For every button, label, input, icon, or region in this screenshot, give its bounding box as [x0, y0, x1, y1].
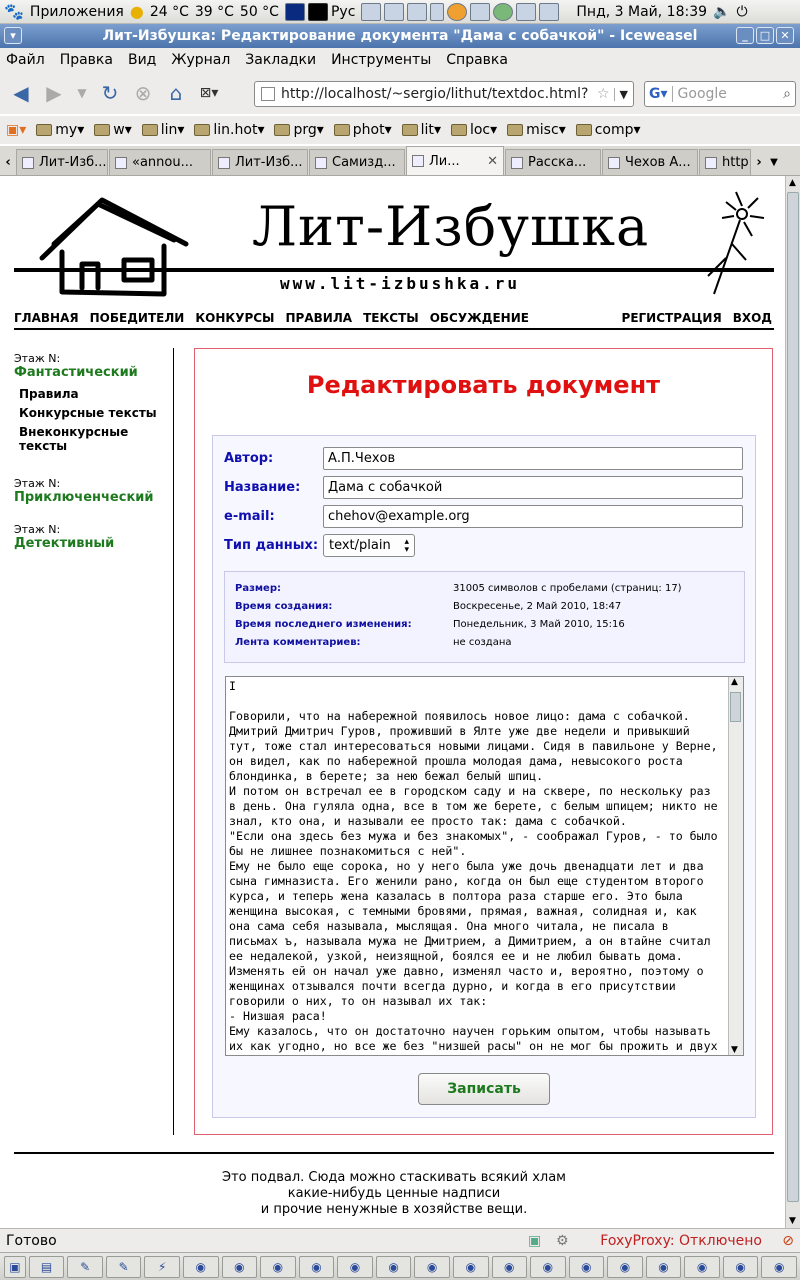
foxyproxy-icon[interactable]: ⊘ — [782, 1232, 794, 1249]
browser-task-icon[interactable]: ◉ — [684, 1256, 720, 1278]
tab[interactable] — [602, 149, 698, 175]
bookmark-label: prg — [293, 122, 317, 138]
sidebar-link-contest-texts[interactable]: Конкурсные тексты — [19, 406, 157, 420]
tab-favicon — [218, 157, 230, 169]
text-line: он видел, как по набережной прошла молодая дама, невысокого роста — [229, 754, 683, 768]
text-line: знал, кто она, и называли ее просто так: дама с собачкой. — [229, 814, 627, 828]
nav-rules[interactable]: ПРАВИЛА — [285, 311, 353, 325]
floor-label: Этаж N: — [14, 352, 61, 365]
nav-main[interactable]: ГЛАВНАЯ — [14, 311, 79, 325]
title-input[interactable]: Дама с собачкой — [323, 476, 743, 499]
folder-icon — [94, 124, 110, 136]
select-arrows-icon: ▴ ▾ — [404, 536, 409, 555]
browser-task-icon[interactable]: ◉ — [260, 1256, 296, 1278]
bookmark-folder[interactable]: w ▾ — [94, 122, 131, 138]
text-line — [229, 694, 729, 709]
type-select-value: text/plain — [329, 538, 391, 553]
edit-form — [212, 435, 756, 1118]
weather-sun-icon[interactable]: ● — [129, 2, 144, 21]
textarea-scroll-thumb[interactable] — [730, 692, 741, 722]
floor-adventure[interactable]: Приключенческий — [14, 490, 154, 505]
folder-icon — [36, 124, 52, 136]
bookmark-label: my — [55, 122, 78, 138]
text-line: - Низшая раса! — [229, 1009, 327, 1023]
scroll-up-icon[interactable]: ▲ — [731, 677, 738, 687]
bookmark-label: misc — [526, 122, 559, 138]
bookmark-folder[interactable]: lin.hot ▾ — [194, 122, 264, 138]
meta-key: Время последнего изменения: — [235, 619, 412, 630]
page-title: Редактировать документ — [306, 371, 661, 399]
meta-value: 31005 символов с пробелами (страниц: 17) — [453, 583, 682, 594]
tabs-list-icon[interactable]: ▼ — [770, 156, 778, 168]
mail-icon[interactable] — [384, 3, 404, 21]
gear-icon[interactable]: ⚙ — [556, 1232, 569, 1249]
gnome-panel — [0, 0, 800, 24]
tab-favicon — [705, 157, 717, 169]
tabs-scroll-left-icon[interactable]: ‹ — [5, 154, 11, 170]
menu-view[interactable]: Вид — [127, 52, 157, 68]
gnome-foot-icon[interactable]: 🐾 — [4, 2, 24, 21]
cpu-temp[interactable]: 39 °C — [194, 3, 234, 20]
type-row — [224, 534, 744, 557]
bookmark-folder[interactable]: prg ▾ — [274, 122, 323, 138]
page-scroll-down-icon[interactable]: ▼ — [789, 1216, 796, 1226]
page-icon — [261, 87, 275, 101]
tabs-scroll-right-icon[interactable]: › — [756, 154, 762, 170]
folder-icon — [274, 124, 290, 136]
tab[interactable] — [109, 149, 211, 175]
tab[interactable] — [16, 149, 108, 175]
nav-winners[interactable]: ПОБЕДИТЕЛИ — [89, 311, 185, 325]
type-label: Тип данных: — [224, 538, 319, 553]
tab-label: Расска... — [528, 155, 587, 170]
folder-icon — [451, 124, 467, 136]
show-desktop-icon[interactable]: ▣ — [4, 1256, 26, 1278]
site-logo[interactable] — [14, 184, 774, 304]
url-dropdown-icon[interactable]: ▼ — [614, 88, 633, 101]
sidebar-link-rules[interactable]: Правила — [19, 387, 79, 401]
email-label: e-mail: — [224, 509, 275, 524]
tab-label: Лит-Изб... — [39, 155, 107, 170]
history-dropdown-icon[interactable]: ▼ — [77, 86, 87, 100]
hdd-temp[interactable]: 50 °C — [239, 3, 279, 20]
tab-close-icon[interactable]: ✕ — [487, 153, 498, 169]
bookmark-label: lin — [160, 122, 178, 138]
window-menu-icon[interactable]: ▾ — [4, 27, 22, 44]
status-icon[interactable] — [493, 3, 513, 21]
settings-icon[interactable] — [407, 3, 427, 21]
author-label: Автор: — [224, 451, 274, 466]
folder-icon — [334, 124, 350, 136]
text-line: "Если она здесь без мужа и без знакомых", - соображал Гуров, - то было — [229, 829, 718, 843]
search-input[interactable]: Google — [677, 86, 727, 102]
menu-file[interactable]: Файл — [6, 52, 45, 68]
tab-favicon — [608, 157, 620, 169]
tab-label: Чехов А... — [625, 155, 691, 170]
floor-label: Этаж N: — [14, 523, 61, 536]
browser-task-icon[interactable]: ◉ — [183, 1256, 219, 1278]
browser-task-icon[interactable]: ◉ — [530, 1256, 566, 1278]
meta-value: Понедельник, 3 Май 2010, 15:16 — [453, 619, 625, 630]
document-info — [224, 571, 745, 663]
rss-icon[interactable]: ▣▾ — [6, 122, 27, 138]
text-line: тут, тоже стал интересоваться новыми лицами. Сидя в павильоне у Верне, — [229, 739, 718, 753]
bookmark-label: w — [113, 122, 125, 138]
browser-task-icon[interactable]: ◉ — [414, 1256, 450, 1278]
title-label: Название: — [224, 480, 301, 495]
text-line: в день. Она гуляла одна, все в том же берете, с белым шпицем; никто не — [229, 799, 718, 813]
meta-key: Лента комментариев: — [235, 637, 361, 648]
browser-task-icon[interactable]: ◉ — [723, 1256, 759, 1278]
search-icon[interactable]: ⌕ — [783, 86, 791, 102]
page-scroll-thumb[interactable] — [787, 192, 799, 1202]
app-task-icon[interactable]: ⚡ — [144, 1256, 180, 1278]
bookmarks-toolbar — [0, 116, 800, 144]
sidebar-link-noncontest-texts[interactable]: Внеконкурсные тексты — [19, 425, 129, 453]
keyboard-layout[interactable]: Рус — [330, 3, 356, 20]
tab-favicon — [115, 157, 127, 169]
reload-icon[interactable]: ↻ — [101, 81, 119, 105]
browser-task-icon[interactable]: ◉ — [646, 1256, 682, 1278]
text-line: бы не лишнее познакомиться с ней". — [229, 844, 467, 858]
tab-label: Лит-Изб... — [235, 155, 303, 170]
bookmark-star-icon[interactable]: ☆ — [596, 86, 610, 102]
home-icon[interactable]: ⌂ — [169, 81, 183, 105]
footer-line: и прочие ненужные в хозяйстве вещи. — [260, 1202, 528, 1217]
bookmark-folder[interactable]: phot ▾ — [334, 122, 392, 138]
tab-bar — [0, 146, 800, 176]
save-button[interactable]: Записать — [418, 1073, 550, 1105]
page-scrollbar[interactable] — [785, 176, 800, 1228]
window-titlebar[interactable] — [0, 24, 800, 48]
sidebar — [14, 348, 174, 1135]
meta-key: Размер: — [235, 583, 282, 594]
logo-url: www.lit-izbushka.ru — [280, 274, 521, 293]
title-row — [224, 476, 744, 499]
tab[interactable] — [212, 149, 308, 175]
addon-icon[interactable]: ⊠▾ — [199, 85, 219, 101]
meta-value: не создана — [453, 637, 512, 648]
folder-icon — [194, 124, 210, 136]
weather-temp[interactable]: 24 °C — [149, 3, 189, 20]
edit-document-panel — [194, 348, 773, 1135]
author-row — [224, 447, 744, 470]
tab-label: http — [722, 155, 749, 170]
bookmark-folder[interactable]: lin ▾ — [142, 122, 185, 138]
bookmark-folder[interactable]: misc ▾ — [507, 122, 566, 138]
menu-help[interactable]: Справка — [446, 52, 508, 68]
bookmark-label: lit — [420, 122, 434, 138]
meta-row — [235, 619, 625, 630]
nav-contests[interactable]: КОНКУРСЫ — [195, 311, 275, 325]
page-scroll-up-icon[interactable]: ▲ — [789, 178, 796, 188]
text-line: женщина высокая, с темными бровями, прямая, важная, солидная и, как — [229, 904, 697, 918]
text-line: И потом он встречал ее в городском саду и на сквере, по нескольку раз — [229, 784, 711, 798]
forward-icon[interactable]: ▶ — [46, 81, 62, 105]
text-line: курса, и теперь жена казалась в полтора раза старше его. Это была — [229, 889, 683, 903]
folder-icon — [402, 124, 418, 136]
type-select[interactable] — [323, 534, 415, 557]
text-line: Изменять ей он начал уже давно, изменял часто и, вероятно, поэтому о — [229, 964, 704, 978]
bookmark-folder[interactable]: loc ▾ — [451, 122, 497, 138]
text-line: Говорили, что на набережной появилось новое лицо: дама с собачкой. — [229, 709, 690, 723]
text-line: письмах ъ, называла мужа не Дмитрием, а Димитрием, а он втайне считал — [229, 934, 711, 948]
clock[interactable]: Пнд, 3 Май, 18:39 — [576, 3, 708, 20]
close-icon[interactable]: ✕ — [776, 27, 794, 44]
browser-task-icon[interactable]: ◉ — [222, 1256, 258, 1278]
browser-task-icon[interactable]: ◉ — [299, 1256, 335, 1278]
text-line: блондинка, в берете; за нею бежал белый шпиц. — [229, 769, 544, 783]
nav-texts[interactable]: ТЕКСТЫ — [363, 311, 419, 325]
text-line: говорили о них, то он называл их так: — [229, 994, 488, 1008]
bookmark-folder[interactable]: lit ▾ — [402, 122, 441, 138]
floor-label: Этаж N: — [14, 477, 61, 490]
meta-key: Время создания: — [235, 601, 333, 612]
menu-bookmarks[interactable]: Закладки — [245, 52, 317, 68]
document-text-area[interactable] — [225, 676, 744, 1056]
meta-row — [235, 583, 682, 594]
text-line: сына гимназиста. Его женили рано, когда он был еще студентом второго — [229, 874, 704, 888]
site-footer — [14, 1152, 774, 1218]
textarea-scrollbar[interactable] — [728, 677, 743, 1055]
maximize-icon[interactable]: □ — [756, 27, 774, 44]
document-text — [229, 679, 729, 1054]
back-icon[interactable]: ◀ — [13, 81, 29, 105]
meta-value: Воскресенье, 2 Май 2010, 18:47 — [453, 601, 622, 612]
tab-favicon — [511, 157, 523, 169]
addon-status-icon[interactable]: ▣ — [528, 1232, 542, 1249]
browser-task-icon[interactable]: ◉ — [376, 1256, 412, 1278]
browser-task-icon[interactable]: ◉ — [607, 1256, 643, 1278]
footer-line: какие-нибудь ценные надписи — [287, 1186, 501, 1201]
footer-line: Это подвал. Сюда можно стаскивать всякий хлам — [222, 1170, 566, 1185]
meta-row — [235, 637, 512, 648]
nav-discussion[interactable]: ОБСУЖДЕНИЕ — [429, 311, 529, 325]
browser-task-icon[interactable]: ◉ — [492, 1256, 528, 1278]
bookmark-label: lin.hot — [213, 122, 258, 138]
tab-label: Ли... — [429, 153, 460, 169]
tab[interactable] — [699, 149, 751, 175]
tab[interactable] — [309, 149, 405, 175]
tab-active[interactable] — [406, 146, 504, 175]
tab-label: «annou... — [132, 155, 193, 170]
battery-icon[interactable] — [516, 3, 536, 21]
site-nav — [14, 308, 774, 330]
tab-favicon — [22, 157, 34, 169]
search-box[interactable] — [644, 81, 796, 107]
floor-detective[interactable]: Детективный — [14, 536, 115, 551]
browser-task-icon[interactable]: ◉ — [337, 1256, 373, 1278]
terminal-task-icon[interactable]: ▤ — [29, 1256, 65, 1278]
text-line: женщинах отзывался почти всегда дурно, и когда в его присутствии — [229, 979, 676, 993]
url-text: http://localhost/~sergio/lithut/textdoc.html? — [281, 86, 589, 102]
browser-task-icon[interactable]: ◉ — [761, 1256, 797, 1278]
nav-register[interactable]: РЕГИСТРАЦИЯ — [621, 311, 722, 325]
url-bar[interactable] — [254, 81, 634, 107]
folder-icon — [576, 124, 592, 136]
network-monitor-icon[interactable] — [308, 3, 328, 21]
editor-task-icon[interactable]: ✎ — [106, 1256, 142, 1278]
bookmark-label: phot — [352, 122, 385, 138]
bookmark-folder[interactable]: comp ▾ — [576, 122, 641, 138]
power-icon[interactable]: ⏻ — [736, 3, 748, 20]
menu-bar — [0, 48, 800, 72]
text-line: I — [229, 679, 236, 693]
editor-task-icon[interactable]: ✎ — [67, 1256, 103, 1278]
status-text: Готово — [6, 1232, 57, 1249]
update-icon[interactable] — [447, 3, 467, 21]
menu-history[interactable]: Журнал — [171, 52, 231, 68]
scroll-down-icon[interactable]: ▼ — [731, 1045, 738, 1055]
network-icon[interactable] — [361, 3, 381, 21]
folder-icon — [507, 124, 523, 136]
browser-task-icon[interactable]: ◉ — [453, 1256, 489, 1278]
tab-favicon — [412, 155, 424, 167]
folder-icon — [142, 124, 158, 136]
bookmark-label: comp — [594, 122, 634, 138]
tab-favicon — [315, 157, 327, 169]
menu-edit[interactable]: Правка — [59, 52, 113, 68]
display-icon[interactable] — [539, 3, 559, 21]
applications-menu[interactable]: Приложения — [29, 3, 124, 20]
text-line: Дмитрий Дмитрич Гуров, проживший в Ялте уже две недели и привыкший — [229, 724, 690, 738]
text-line: она сама себя называла, мыслящая. Она много читала, не писала в — [229, 919, 669, 933]
nav-login[interactable]: ВХОД — [732, 311, 772, 325]
tab-label: Самизд... — [332, 155, 396, 170]
stop-icon[interactable]: ⊗ — [134, 81, 152, 105]
taskbar — [0, 1252, 800, 1280]
meta-row — [235, 601, 621, 612]
floor-fantastic[interactable]: Фантастический — [14, 365, 138, 380]
menu-tools[interactable]: Инструменты — [331, 52, 432, 68]
system-monitor-icon[interactable] — [285, 3, 305, 21]
text-line: Ему не было еще сорока, но у него была уже дочь двенадцати лет и два — [229, 859, 704, 873]
minimize-icon[interactable]: _ — [736, 27, 754, 44]
text-line: ее недалекой, узкой, неизящной, боялся ее и не любил бывать дома. — [229, 949, 683, 963]
clock-icon[interactable] — [470, 3, 490, 21]
window-title: Лит-Избушка: Редактирование документа "Дама с собачкой" - Iceweasel — [102, 28, 698, 44]
clipboard-icon[interactable] — [430, 3, 444, 21]
author-input[interactable]: А.П.Чехов — [323, 447, 743, 470]
google-icon[interactable]: G▾ — [645, 86, 673, 102]
text-line: Ему казалось, что он достаточно научен горьким опытом, чтобы называть — [229, 1024, 711, 1038]
status-bar — [0, 1228, 800, 1252]
bookmark-folder[interactable]: my ▾ — [36, 122, 84, 138]
tab[interactable] — [505, 149, 601, 175]
browser-task-icon[interactable]: ◉ — [569, 1256, 605, 1278]
web-page — [0, 176, 785, 1228]
email-row — [224, 505, 744, 528]
bookmark-label: loc — [469, 122, 491, 138]
logo-title: Лит-Избушка — [252, 195, 650, 258]
email-input[interactable]: chehov@example.org — [323, 505, 743, 528]
foxyproxy-status[interactable]: FoxyProxy: Отключено — [600, 1232, 762, 1249]
volume-icon[interactable]: 🔈 — [713, 3, 731, 20]
text-line: их как угодно, но все же без "низшей расы" он не мог бы прожить и двух — [229, 1039, 718, 1053]
